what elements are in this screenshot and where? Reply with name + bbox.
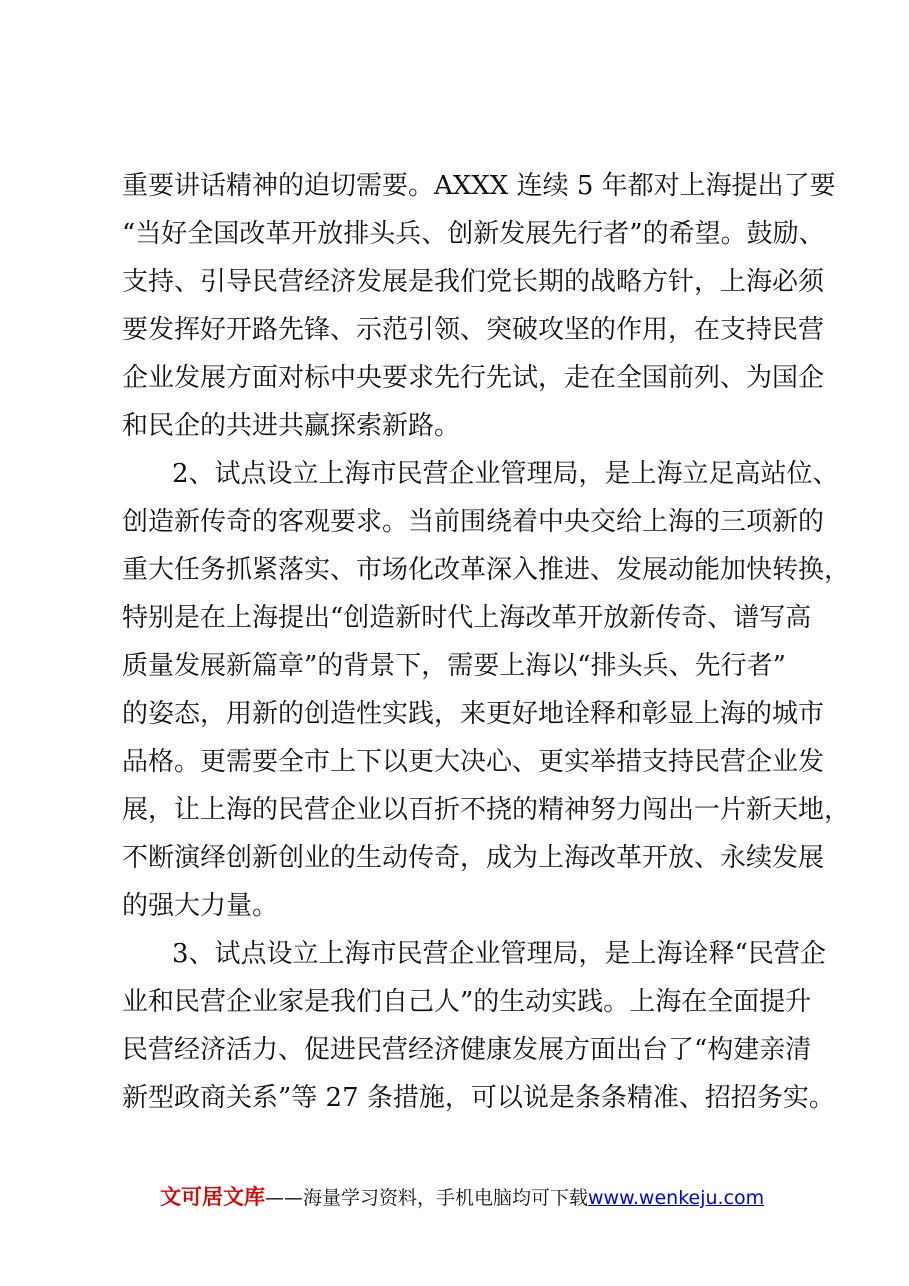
- text-line: “当好全国改革开放排头兵、创新发展先行者”的希望。鼓励、: [122, 219, 825, 249]
- text-line: 不断演绎创新创业的生动传奇，成为上海改革开放、永续发展: [122, 843, 825, 873]
- text-line: 2、试点设立上海市民营企业管理局，是上海立足高站位、: [172, 459, 839, 489]
- document-body: [122, 162, 851, 1122]
- paragraph-2: [122, 450, 851, 930]
- text-line: 的强大力量。: [122, 891, 279, 921]
- text-line: 3、试点设立上海市民营企业管理局，是上海诠释“民营企: [172, 939, 826, 969]
- text-line: 重要讲话精神的迫切需要。AXXX 连续 5 年都对上海提出了要: [122, 171, 836, 201]
- text-line: 企业发展方面对标中央要求先行先试，走在全国前列、为国企: [122, 363, 825, 393]
- text-line: 和民企的共进共赢探索新路。: [122, 411, 461, 441]
- text-line: 新型政商关系”等 27 条措施，可以说是条条精准、招招务实。: [122, 1083, 835, 1113]
- text-line: 支持、引导民营经济发展是我们党长期的战略方针，上海必须: [122, 267, 825, 297]
- text-line: 品格。更需要全市上下以更大决心、更实举措支持民营企业发: [122, 747, 825, 777]
- paragraph-3: [122, 930, 835, 1122]
- text-line: 质量发展新篇章”的背景下，需要上海以“排头兵、先行者”: [122, 651, 786, 681]
- footer-brand: 文可居文库: [160, 1185, 265, 1209]
- footer-website-link[interactable]: www.wenkeju.com: [588, 1187, 765, 1209]
- footer-tagline: ——海量学习资料，手机电脑均可下载: [265, 1187, 589, 1209]
- footer-banner: [160, 1182, 800, 1213]
- text-line: 创造新传奇的客观要求。当前围绕着中央交给上海的三项新的: [122, 507, 825, 537]
- text-line: 的姿态，用新的创造性实践，来更好地诠释和彰显上海的城市: [122, 699, 825, 729]
- text-line: 重大任务抓紧落实、市场化改革深入推进、发展动能加快转换，: [122, 555, 851, 585]
- text-line: 业和民营企业家是我们自己人”的生动实践。上海在全面提升: [122, 987, 812, 1017]
- text-line: 要发挥好开路先锋、示范引领、突破攻坚的作用，在支持民营: [122, 315, 825, 345]
- text-line: 展，让上海的民营企业以百折不挠的精神努力闯出一片新天地，: [122, 795, 851, 825]
- text-line: 特别是在上海提出“创造新时代上海改革开放新传奇、谱写高: [122, 603, 812, 633]
- paragraph-1: [122, 162, 836, 450]
- text-line: 民营经济活力、促进民营经济健康发展方面出台了“构建亲清: [122, 1035, 812, 1065]
